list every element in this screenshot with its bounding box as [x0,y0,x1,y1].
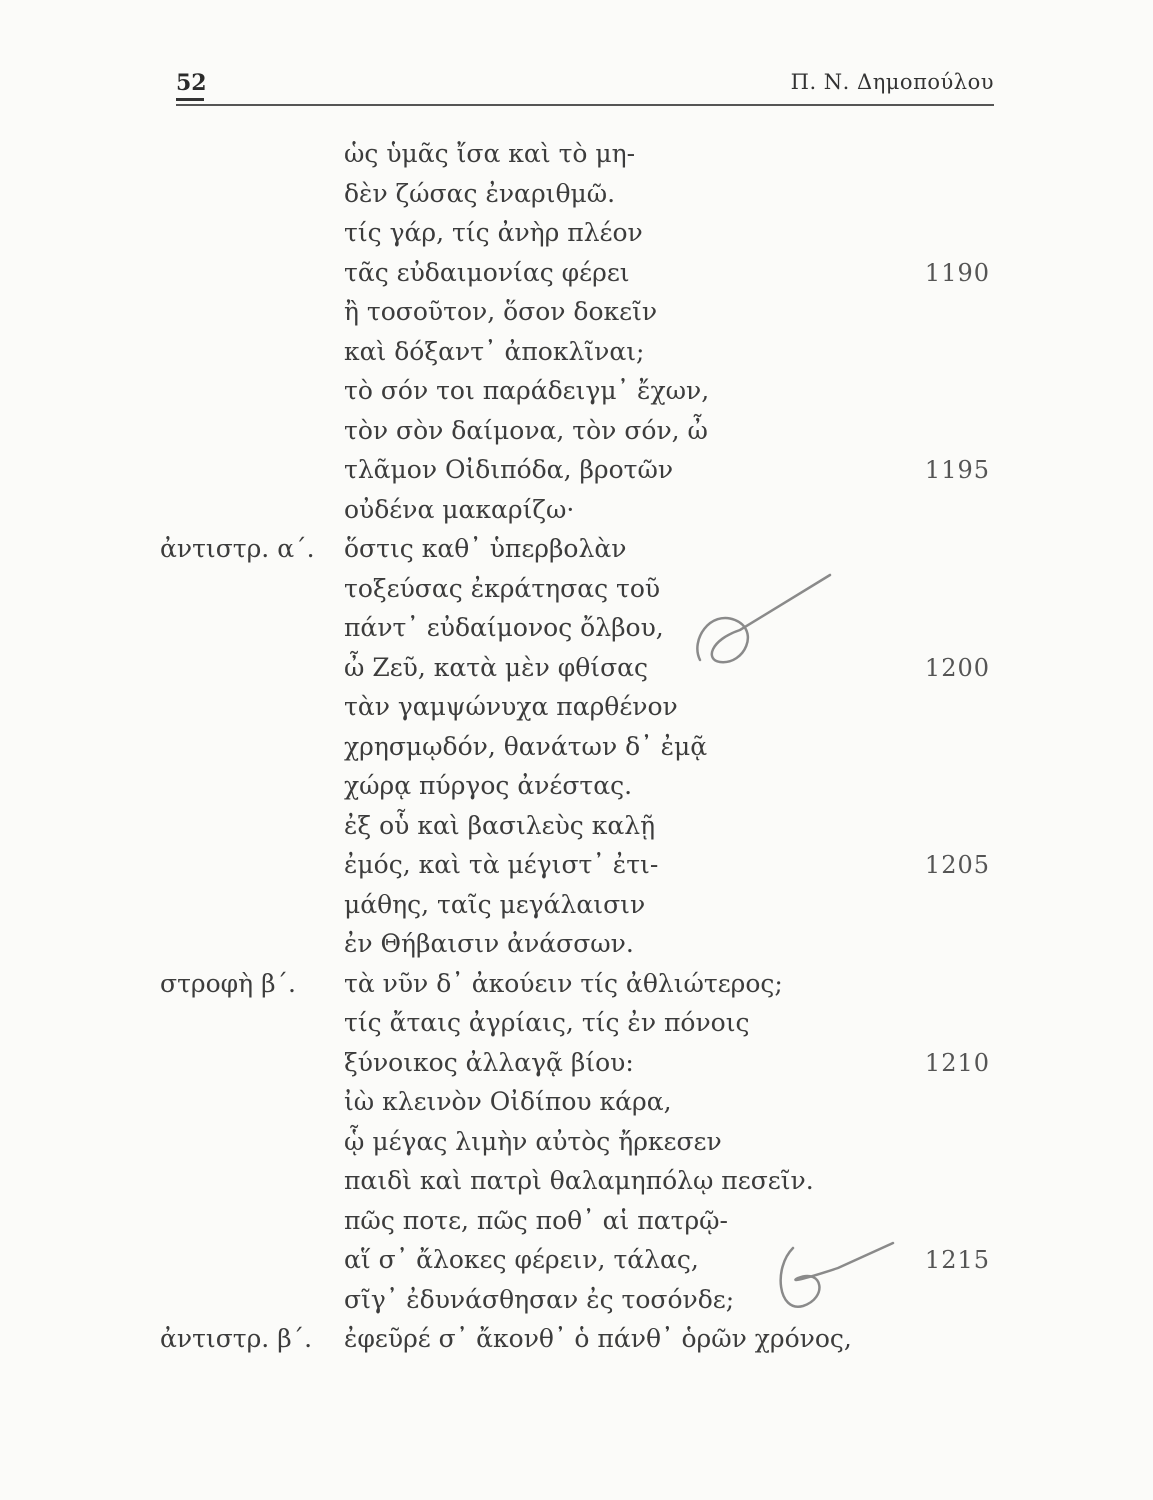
verse-line [0,849,1153,889]
verse-line-text: δὲν ζώσας ἐναριθμῶ. [344,178,616,208]
verse-line-text: τίς γάρ, τίς ἀνὴρ πλέον [344,218,643,247]
verse-line-text: ὡς ὑμᾶς ἴσα καὶ τὸ μη- [344,139,636,168]
verse-line-text: τίς ἄταις ἀγρίαις, τίς ἐν πόνοις [344,1008,750,1037]
header-underline-mark [176,98,204,101]
verse-line [0,494,1153,534]
verse-line [0,1047,1153,1087]
verse-line-text: ἢ τοσοῦτον, ὅσον δοκεῖν [344,297,658,326]
verse-line-text: ᾧ μέγας λιμὴν αὐτὸς ἤρκεσεν [344,1126,722,1156]
verse-line [0,1126,1153,1166]
line-number: 1190 [924,258,990,287]
verse-line-text: τὰν γαμψώνυχα παρθένον [344,692,678,721]
verse-line-text: παιδὶ καὶ πατρὶ θαλαμηπόλῳ πεσεῖν. [344,1166,814,1195]
verse-line [0,810,1153,850]
verse-line [0,454,1153,494]
verse-line-text: χώρᾳ πύργος ἀνέστας. [344,771,633,800]
verse-line [0,573,1153,613]
verse-line [0,1165,1153,1205]
verse-line [0,1007,1153,1047]
line-number: 1200 [924,653,990,682]
strophe-label: ἀντιστρ. β΄. [160,1324,313,1353]
verse-line [0,375,1153,415]
strophe-label: στροφὴ β΄. [160,968,296,998]
verse-line [0,336,1153,376]
verse-line-text: σῖγ᾽ ἐδυνάσθησαν ἐς τοσόνδε; [344,1284,735,1314]
verse-line [0,257,1153,297]
verse-line-text: ὅστις καθ᾽ ὑπερβολὰν [344,534,627,563]
verse-line-text: ἐξ οὗ καὶ βασιλεὺς καλῇ [344,810,656,840]
verse-line-text: αἵ σ᾽ ἄλοκες φέρειν, τάλας, [344,1245,699,1274]
verse-line [0,1205,1153,1245]
verse-line-text: τᾶς εὐδαιμονίας φέρει [344,257,630,287]
verse-line [0,928,1153,968]
verse-line-text: ἐφεῦρέ σ᾽ ἄκονθ᾽ ὁ πάνθ᾽ ὁρῶν χρόνος, [344,1324,852,1353]
verse-line-text: τὸν σὸν δαίμονα, τὸν σόν, ὦ [344,415,708,445]
running-head: Π. Ν. Δημοπούλου [790,70,994,94]
verse-line-text: μάθης, ταῖς μεγάλαισιν [344,889,646,919]
verse-line-text: καὶ δόξαντ᾽ ἀποκλῖναι; [344,336,645,366]
verse-line [0,889,1153,929]
verse-line-text: τὸ σόν τοι παράδειγμ᾽ ἔχων, [344,376,710,405]
verse-line [0,1086,1153,1126]
verse-line [0,1284,1153,1324]
verse-line [0,1323,1153,1363]
verse-line-text: οὐδένα μακαρίζω· [344,494,575,524]
page-header [176,70,994,106]
verse-line [0,1244,1153,1284]
verse-line-text: ξύνοικος ἀλλαγᾷ βίου: [344,1047,634,1077]
line-number: 1195 [924,456,990,484]
verse-line-text: τὰ νῦν δ᾽ ἀκούειν τίς ἀθλιώτερος; [344,968,783,998]
verse-line [0,968,1153,1008]
verse-line [0,731,1153,771]
verse-line [0,652,1153,692]
line-number: 1205 [924,851,990,879]
verse-line [0,691,1153,731]
verse-line [0,612,1153,652]
verse-line-text: τλᾶμον Οἰδιπόδα, βροτῶν [344,455,674,484]
verse-line-text: ὦ Ζεῦ, κατὰ μὲν φθίσας [344,652,649,682]
verse-line-text: τοξεύσας ἐκράτησας τοῦ [344,573,661,603]
verse-line [0,770,1153,810]
verse-line-text: πῶς ποτε, πῶς ποθ᾽ αἱ πατρῷ- [344,1205,728,1235]
verse-line [0,296,1153,336]
verse-line-text: πάντ᾽ εὐδαίμονος ὄλβου, [344,613,664,642]
verse-line-text: ἰὼ κλεινὸν Οἰδίπου κάρα, [344,1087,672,1116]
header-rule [176,104,994,106]
verse-line-text: ἐν Θήβαισιν ἀνάσσων. [344,929,634,958]
verse-line [0,178,1153,218]
verse-line-text: χρησμῳδόν, θανάτων δ᾽ ἐμᾷ [344,731,708,761]
verse-line [0,415,1153,455]
verse-line [0,217,1153,257]
strophe-label: ἀντιστρ. α΄. [160,534,315,563]
line-number: 1210 [924,1048,990,1077]
verse-line [0,138,1153,178]
verse-text [0,138,1153,1363]
verse-line-text: ἐμός, καὶ τὰ μέγιστ᾽ ἐτι- [344,850,659,879]
line-number: 1215 [924,1246,990,1274]
verse-line [0,533,1153,573]
page-number: 52 [176,70,207,96]
